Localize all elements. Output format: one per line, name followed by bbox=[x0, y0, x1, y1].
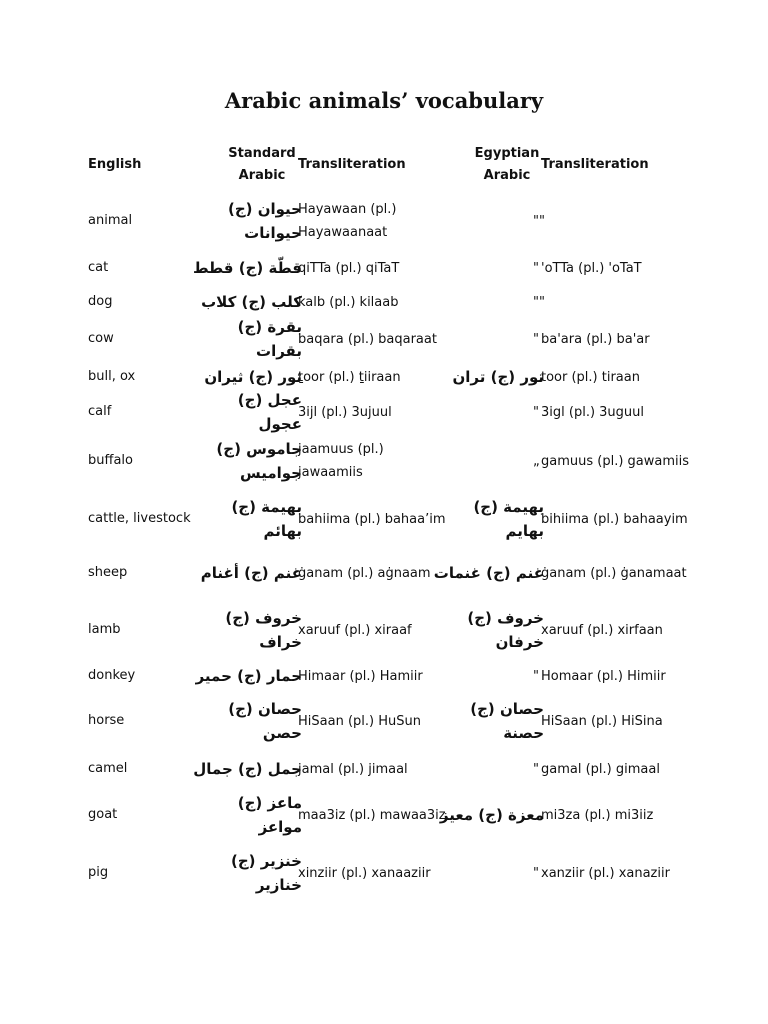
header-transliteration-standard: Transliteration bbox=[298, 157, 406, 172]
egyptian-transliteration: toor (pl.) tiraan bbox=[541, 369, 640, 385]
standard-transliteration: HiSaan (pl.) HuSun bbox=[298, 713, 421, 729]
ditto-mark: "" bbox=[533, 213, 545, 229]
table-row bbox=[0, 196, 768, 246]
egyptian-transliteration: gamuus (pl.) gawamiis bbox=[541, 453, 690, 469]
ditto-mark: " bbox=[533, 865, 539, 881]
english-word: animal bbox=[88, 213, 133, 228]
english-word: buffalo bbox=[88, 453, 133, 468]
table-row bbox=[0, 391, 768, 433]
egyptian-transliteration: xanziir (pl.) xanaziir bbox=[541, 865, 670, 881]
english-word: sheep bbox=[88, 565, 128, 580]
english-word: cat bbox=[88, 260, 109, 275]
header-transliteration-egyptian: Transliteration bbox=[541, 157, 649, 172]
standard-arabic-word: خنزير (ج) خنازير bbox=[231, 852, 302, 894]
standard-transliteration: baqara (pl.) baqaraat bbox=[298, 331, 437, 347]
ditto-mark: „ bbox=[533, 453, 540, 469]
table-row bbox=[0, 548, 768, 598]
standard-transliteration: xinziir (pl.) xanaaziir bbox=[298, 865, 431, 881]
english-word: dog bbox=[88, 294, 113, 309]
ditto-mark: " bbox=[533, 761, 539, 777]
table-row bbox=[0, 252, 768, 284]
egyptian-transliteration: gamal (pl.) gimaal bbox=[541, 761, 660, 777]
standard-transliteration: qiTTa (pl.) qiTaT bbox=[298, 260, 400, 276]
english-word: goat bbox=[88, 807, 118, 822]
table-row bbox=[0, 846, 768, 900]
egyptian-transliteration: bihiima (pl.) bahaayim bbox=[541, 511, 688, 527]
standard-transliteration: ṯoor (pl.) ṯiiraan bbox=[298, 369, 401, 385]
egyptian-arabic-word: بهيمة (ج) بهايم bbox=[473, 498, 544, 540]
english-word: pig bbox=[88, 865, 109, 880]
header-egyptian-arabic: Egyptian Arabic bbox=[474, 146, 540, 183]
standard-transliteration: bahiima (pl.) bahaa’im bbox=[298, 511, 446, 527]
table-row bbox=[0, 494, 768, 544]
standard-arabic-word: عجل (ج) عجول bbox=[237, 391, 302, 433]
ditto-mark: " bbox=[533, 404, 539, 420]
table-row bbox=[0, 604, 768, 656]
english-word: cow bbox=[88, 331, 114, 346]
standard-arabic-word: قطّة (ج) قطط bbox=[193, 259, 302, 277]
standard-arabic-word: خروف (ج) خراف bbox=[225, 609, 302, 651]
table-row bbox=[0, 696, 768, 746]
english-word: calf bbox=[88, 404, 112, 419]
egyptian-transliteration: 3igl (pl.) 3uguul bbox=[541, 404, 645, 420]
egyptian-arabic-word: معزة (ج) معيز bbox=[439, 806, 544, 824]
table-row bbox=[0, 750, 768, 788]
english-word: bull, ox bbox=[88, 369, 136, 384]
egyptian-arabic-word: تور (ج) تران bbox=[452, 368, 544, 386]
standard-arabic-word: بهيمة (ج) بهائم bbox=[231, 498, 302, 540]
standard-arabic-word: حيوان (ج) حيوانات bbox=[227, 200, 302, 242]
table-row bbox=[0, 360, 768, 394]
standard-arabic-word: ثور (ج) ثيران bbox=[204, 368, 302, 386]
standard-arabic-word: ماعز (ج) مواعز bbox=[237, 794, 302, 836]
egyptian-transliteration: Homaar (pl.) Himiir bbox=[541, 668, 666, 684]
egyptian-transliteration: HiSaan (pl.) HiSina bbox=[541, 713, 663, 729]
ditto-mark: " bbox=[533, 331, 539, 347]
standard-arabic-word: كلب (ج) كلاب bbox=[201, 293, 302, 311]
english-word: donkey bbox=[88, 668, 136, 683]
egyptian-transliteration: xaruuf (pl.) xirfaan bbox=[541, 622, 663, 638]
table-row bbox=[0, 286, 768, 318]
english-word: cattle, livestock bbox=[88, 511, 191, 526]
english-word: horse bbox=[88, 713, 125, 728]
standard-transliteration: jamal (pl.) jimaal bbox=[298, 761, 408, 777]
standard-arabic-word: حصان (ج) حصن bbox=[228, 700, 302, 742]
header-standard-arabic: Standard Arabic bbox=[228, 146, 296, 183]
standard-arabic-word: بقرة (ج) بقرات bbox=[237, 318, 302, 360]
header-english: English bbox=[88, 157, 142, 172]
english-word: camel bbox=[88, 761, 128, 776]
egyptian-transliteration: mi3za (pl.) mi3iiz bbox=[541, 807, 654, 823]
table-row bbox=[0, 790, 768, 840]
standard-transliteration: 3ijl (pl.) 3ujuul bbox=[298, 404, 392, 420]
standard-arabic-word: جمل (ج) جمال bbox=[193, 760, 302, 778]
table-row bbox=[0, 318, 768, 360]
standard-arabic-word: جاموس (ج) جواميس bbox=[216, 440, 302, 482]
standard-transliteration: Hayawaan (pl.) Hayawaanaat bbox=[298, 202, 397, 240]
egyptian-transliteration: ġanam (pl.) ġanamaat bbox=[541, 565, 687, 581]
ditto-mark: " bbox=[533, 668, 539, 684]
standard-arabic-word: غنم (ج) أغنام bbox=[200, 564, 302, 582]
standard-transliteration: xaruuf (pl.) xiraaf bbox=[298, 622, 412, 638]
standard-arabic-word: حمار (ج) حمير bbox=[195, 667, 302, 685]
ditto-mark: "" bbox=[533, 294, 545, 310]
standard-transliteration: jaamuus (pl.) jawaamiis bbox=[298, 442, 384, 480]
english-word: lamb bbox=[88, 622, 121, 637]
egyptian-transliteration: ba'ara (pl.) ba'ar bbox=[541, 331, 650, 347]
egyptian-arabic-word: غنم (ج) غنمات bbox=[433, 564, 544, 582]
standard-transliteration: maa3iz (pl.) mawaa3iz bbox=[298, 807, 446, 823]
egyptian-transliteration: 'oTTa (pl.) 'oTaT bbox=[541, 260, 642, 276]
egyptian-arabic-word: خروف (ج) خرفان bbox=[467, 609, 544, 651]
ditto-mark: " bbox=[533, 260, 539, 276]
standard-transliteration: ġanam (pl.) aġnaam bbox=[298, 565, 431, 581]
page-title: Arabic animals’ vocabulary bbox=[224, 88, 544, 113]
table-row bbox=[0, 436, 768, 486]
standard-transliteration: Himaar (pl.) Hamiir bbox=[298, 668, 423, 684]
standard-transliteration: kalb (pl.) kilaab bbox=[298, 294, 399, 310]
table-row bbox=[0, 660, 768, 692]
egyptian-arabic-word: حصان (ج) حصنة bbox=[470, 700, 544, 742]
